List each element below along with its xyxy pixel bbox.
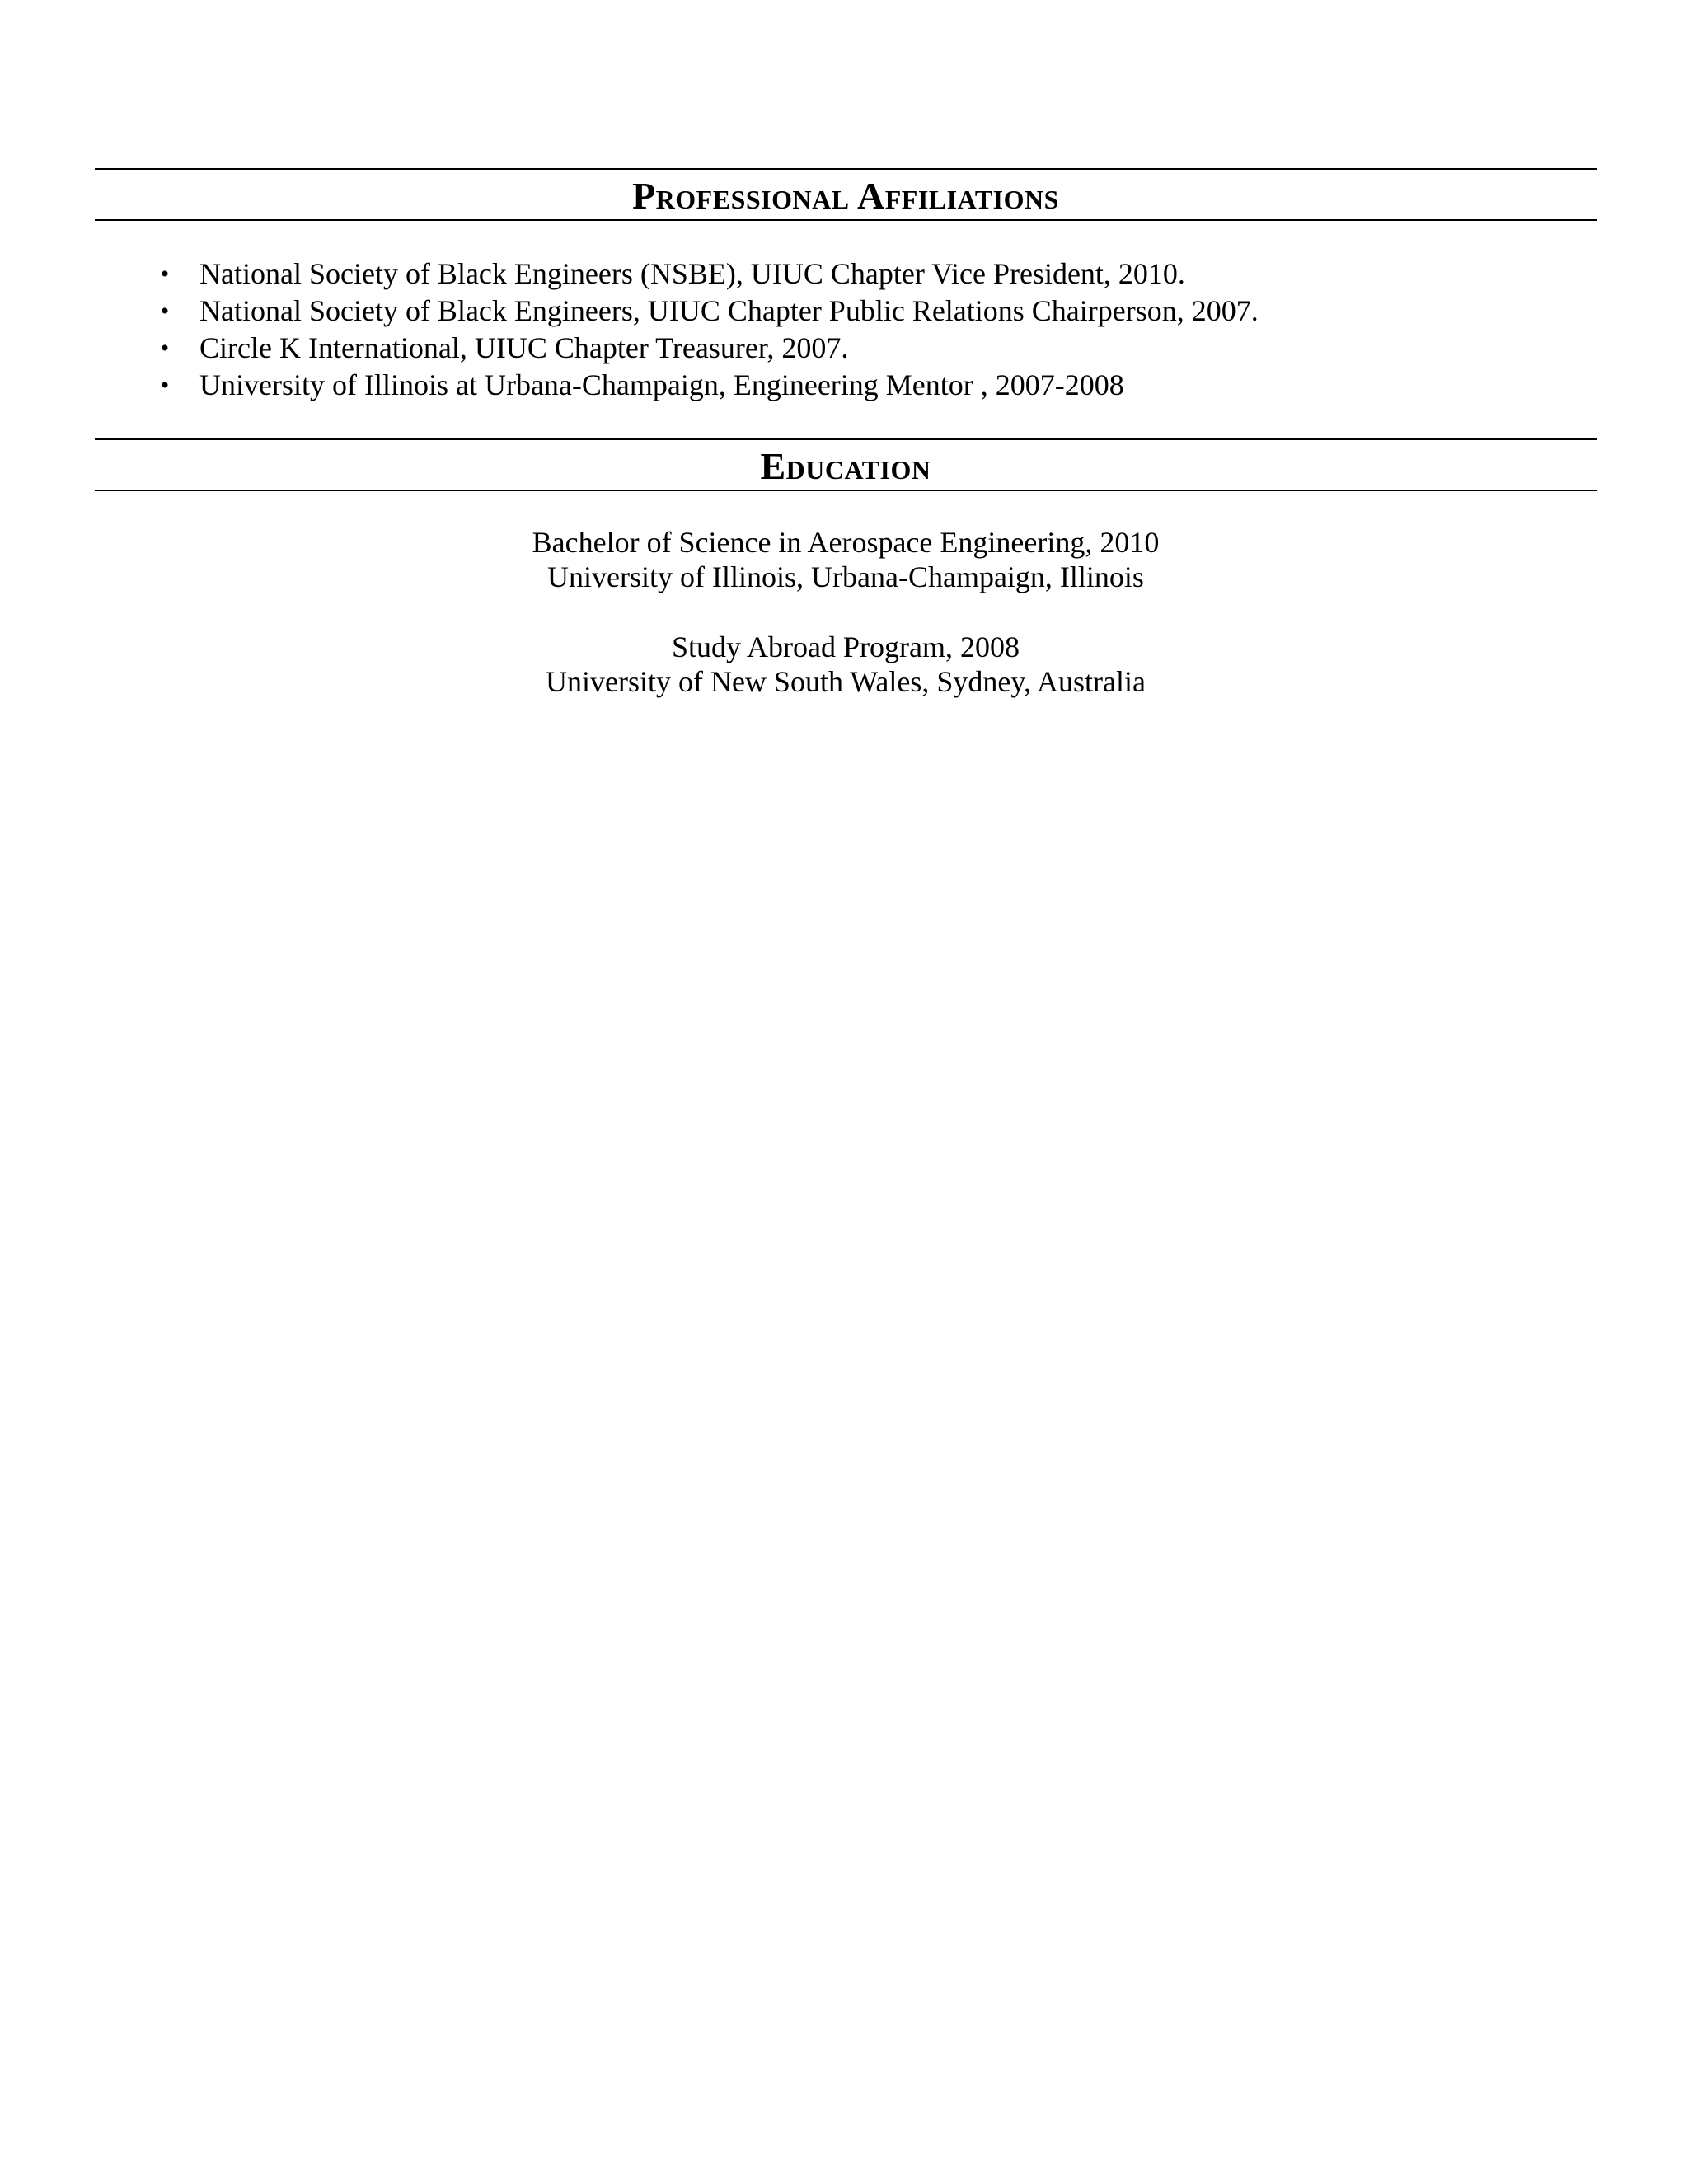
degree-line: Bachelor of Science in Aerospace Engineering, 2010 <box>532 526 1160 559</box>
affiliations-bottom-rule <box>95 219 1597 221</box>
list-item <box>95 367 1597 404</box>
bullet-icon: • <box>160 372 170 399</box>
affiliation-text: National Society of Black Engineers (NSBE), UIUC Chapter Vice President, 2010. <box>199 257 1185 290</box>
bullet-icon: • <box>160 298 170 325</box>
degree-line: Study Abroad Program, 2008 <box>672 630 1020 663</box>
institution-line: University of New South Wales, Sydney, Australia <box>545 665 1146 698</box>
affiliation-text: National Society of Black Engineers, UIUC Chapter Public Relations Chairperson, 2007. <box>199 294 1259 327</box>
education-entry <box>95 525 1597 594</box>
bullet-icon: • <box>160 260 170 288</box>
list-item <box>95 293 1597 330</box>
list-item <box>95 330 1597 367</box>
affiliations-top-rule <box>95 168 1597 170</box>
institution-line: University of Illinois, Urbana-Champaign, Illinois <box>547 560 1144 593</box>
affiliations-heading: Professional Affiliations <box>632 175 1059 217</box>
list-item <box>95 255 1597 293</box>
education-top-rule <box>95 438 1597 440</box>
bullet-icon: • <box>160 335 170 362</box>
education-heading: Education <box>760 445 931 487</box>
affiliation-text: University of Illinois at Urbana-Champaign, Engineering Mentor , 2007-2008 <box>199 368 1124 401</box>
affiliations-list <box>95 255 1597 404</box>
education-bottom-rule <box>95 490 1597 491</box>
education-entry <box>95 630 1597 699</box>
affiliation-text: Circle K International, UIUC Chapter Treasurer, 2007. <box>199 331 849 364</box>
